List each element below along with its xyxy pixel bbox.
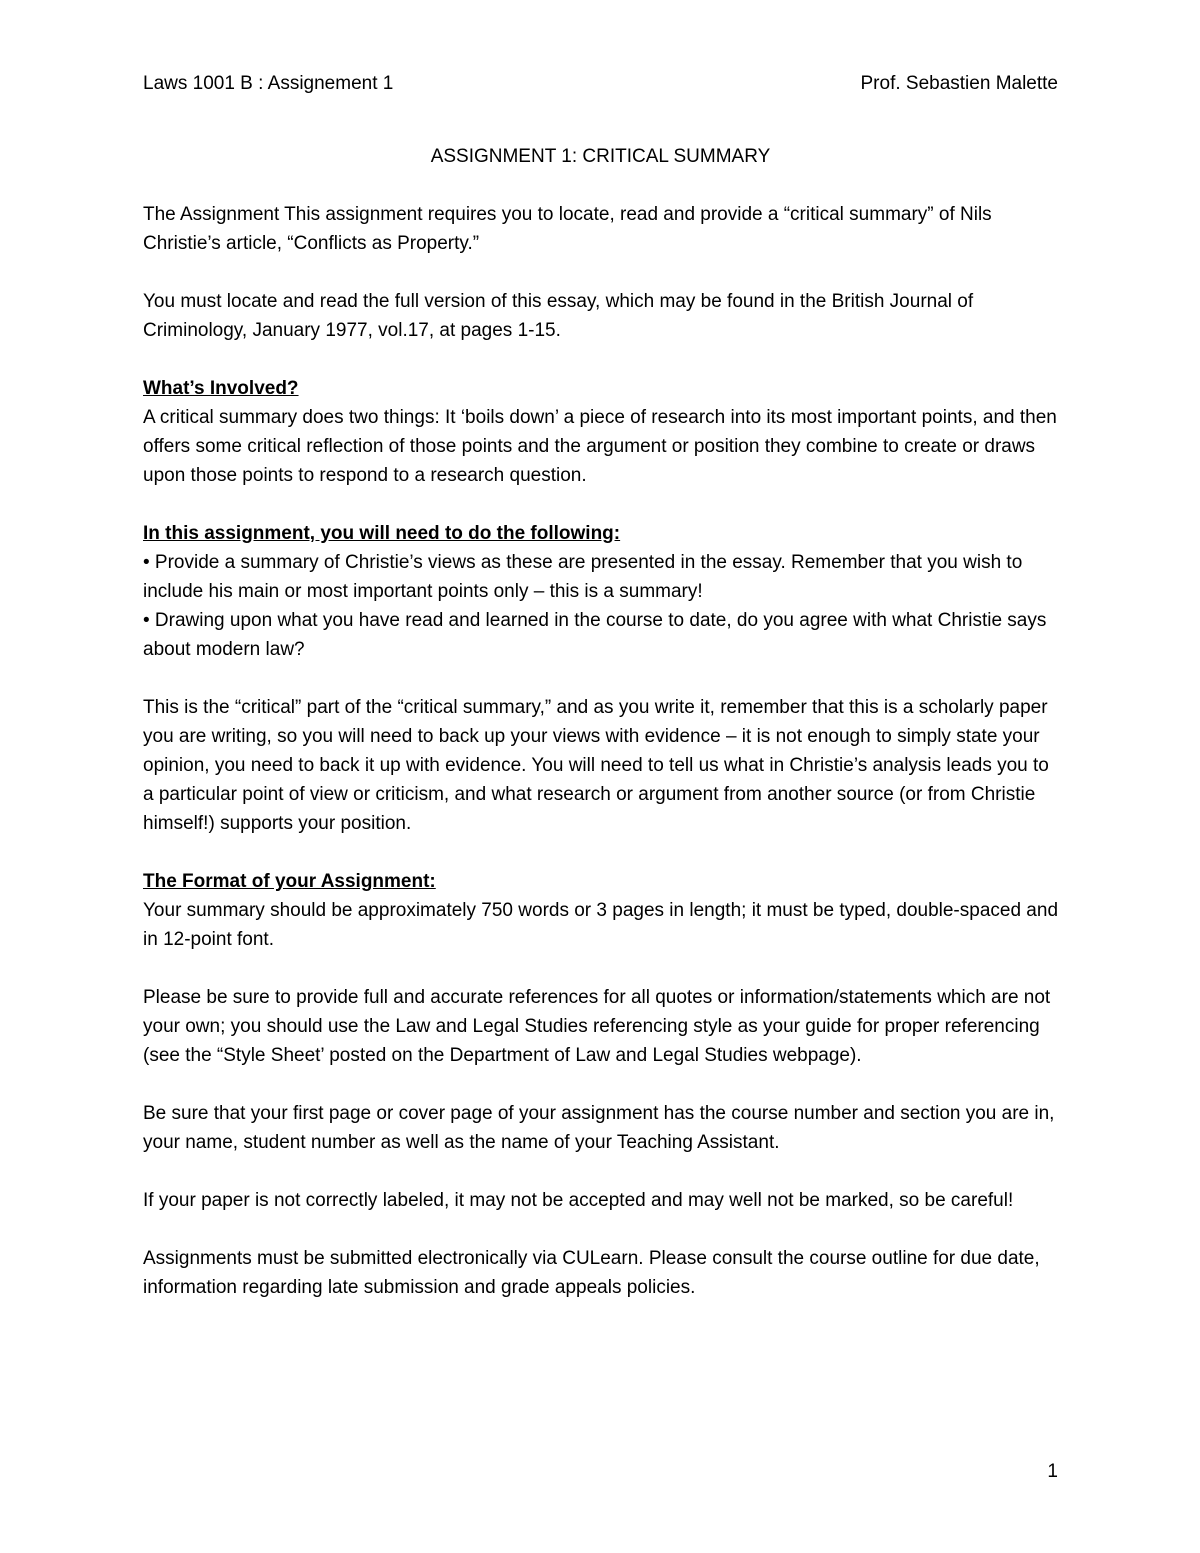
locate-paragraph: You must locate and read the full version of this essay, which may be found in the British Journal of Criminology, January 1977, vol.17, at pages 1-15. — [143, 291, 974, 341]
labeled-paragraph: If your paper is not correctly labeled, it may not be accepted and may well not be marked, so be careful! — [143, 1190, 1014, 1211]
intro-paragraph: The Assignment This assignment requires you to locate, read and provide a “critical summary” of Nils Christie’s article, “Conflicts as Property.” — [143, 204, 992, 254]
page-number: 1 — [1047, 1461, 1058, 1482]
document-title: ASSIGNMENT 1: CRITICAL SUMMARY — [430, 146, 771, 167]
page-header — [143, 70, 1058, 100]
references-paragraph: Please be sure to provide full and accurate references for all quotes or information/statements which are not your own; you should use the Law and Legal Studies referencing style as your guide for proper referencing (see the “Style Sheet’ posted on the Department of Law and Legal Studies webpage). — [143, 987, 1051, 1066]
submission-paragraph: Assignments must be submitted electronically via CULearn. Please consult the course outline for due date, information regarding late submission and grade appeals policies. — [143, 1248, 1040, 1298]
involved-section — [143, 374, 1058, 490]
document-body — [143, 142, 1058, 1331]
format-body: Your summary should be approximately 750 words or 3 pages in length; it must be typed, double-spaced and in 12-point font. — [143, 900, 1059, 950]
format-section — [143, 867, 1058, 954]
bullet-summary: • Provide a summary of Christie’s views as these are presented in the essay. Remember that you wish to include his main or most important points only – this is a summary! — [143, 552, 1023, 602]
format-heading: The Format of your Assignment: — [143, 871, 436, 892]
critical-paragraph: This is the “critical” part of the “critical summary,” and as you write it, remember that this is a scholarly paper you are writing, so you will need to back up your views with evidence – it is not enough to simply state your opinion, you need to back it up with evidence. You will need to tell us what in Christie’s analysis leads you to a particular point of view or criticism, and what research or argument from another source (or from Christie himself!) supports your position. — [143, 697, 1049, 834]
involved-heading: What’s Involved? — [143, 378, 299, 399]
professor-header: Prof. Sebastien Malette — [860, 73, 1058, 94]
bullet-agree: • Drawing upon what you have read and learned in the course to date, do you agree with what Christie says about modern law? — [143, 610, 1047, 660]
cover-paragraph: Be sure that your first page or cover page of your assignment has the course number and section you are in, your name, student number as well as the name of your Teaching Assistant. — [143, 1103, 1055, 1153]
following-section — [143, 519, 1058, 664]
involved-body: A critical summary does two things: It ‘boils down’ a piece of research into its most important points, and then offers some critical reflection of those points and the argument or position they combine to create or draws upon those points to respond to a research question. — [143, 407, 1057, 486]
following-heading: In this assignment, you will need to do the following: — [143, 523, 621, 544]
course-header: Laws 1001 B : Assignement 1 — [143, 73, 394, 94]
